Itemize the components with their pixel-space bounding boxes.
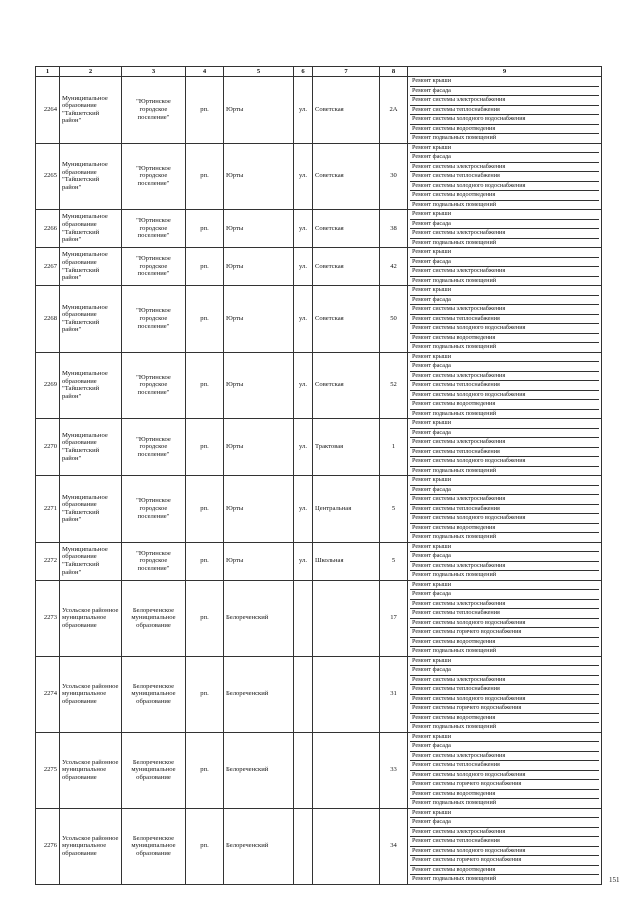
work-item: Ремонт системы холодного водоснабжения (410, 619, 599, 629)
street-cell: Советская (313, 286, 380, 353)
column-header: 8 (380, 67, 408, 77)
work-item: Ремонт системы холодного водоснабжения (410, 115, 599, 125)
work-item: Ремонт крыши (410, 733, 599, 743)
street-cell: Трактовая (313, 419, 380, 476)
work-item: Ремонт фасада (410, 258, 599, 268)
table-row (36, 656, 602, 732)
work-item: Ремонт системы горячего водоснабжения (410, 856, 599, 866)
page-number: 151 (609, 876, 620, 884)
district-cell: Муниципальное образование "Тайшетский район" (60, 248, 122, 286)
column-header: 5 (224, 67, 294, 77)
work-item: Ремонт фасада (410, 153, 599, 163)
work-item: Ремонт крыши (410, 353, 599, 363)
work-item: Ремонт крыши (410, 144, 599, 154)
settlement-cell: "Юртинское городское поселение" (122, 286, 186, 353)
work-item: Ремонт системы электроснабжения (410, 438, 599, 448)
work-item: Ремонт подвальных помещений (412, 466, 497, 474)
work-item: Ремонт системы водоотведения (410, 638, 599, 648)
table-row (36, 248, 602, 286)
work-item: Ремонт подвальных помещений (412, 276, 497, 284)
work-item: Ремонт системы теплоснабжения (410, 505, 599, 515)
row-number: 2271 (36, 476, 60, 543)
works-cell (408, 656, 602, 732)
street-type-cell: ул. (294, 248, 313, 286)
work-item: Ремонт системы электроснабжения (410, 495, 599, 505)
column-header: 7 (313, 67, 380, 77)
works-cell (408, 352, 602, 419)
work-item: Ремонт системы горячего водоснабжения (410, 780, 599, 790)
street-type-cell: ул. (294, 286, 313, 353)
work-item: Ремонт подвальных помещений (412, 343, 497, 350)
works-cell (408, 286, 602, 353)
work-item: Ремонт системы холодного водоснабжения (410, 457, 599, 467)
street-cell: Школьная (313, 542, 380, 580)
work-item: Ремонт крыши (410, 77, 599, 87)
work-item: Ремонт подвальных помещений (412, 799, 497, 806)
table-row (36, 77, 602, 144)
locality-cell: Юрты (224, 476, 294, 543)
work-item: Ремонт системы водоотведения (410, 400, 599, 410)
row-number: 2275 (36, 732, 60, 808)
works-cell (408, 808, 602, 884)
work-item: Ремонт фасада (410, 666, 599, 676)
work-item: Ремонт крыши (410, 543, 599, 553)
row-number: 2270 (36, 419, 60, 476)
row-number: 2272 (36, 542, 60, 580)
district-cell: Муниципальное образование "Тайшетский район" (60, 143, 122, 210)
house-number-cell: 33 (380, 732, 408, 808)
street-cell (313, 656, 380, 732)
column-header: 2 (60, 67, 122, 77)
district-cell: Усольское районное муниципальное образование (60, 808, 122, 884)
row-number: 2264 (36, 77, 60, 144)
locality-type-cell: рп. (186, 248, 224, 286)
row-number: 2265 (36, 143, 60, 210)
locality-type-cell: рп. (186, 77, 224, 144)
district-cell: Муниципальное образование "Тайшетский район" (60, 476, 122, 543)
street-type-cell (294, 732, 313, 808)
locality-type-cell: рп. (186, 419, 224, 476)
locality-cell: Белореченский (224, 656, 294, 732)
work-item: Ремонт системы теплоснабжения (410, 837, 599, 847)
work-item: Ремонт крыши (410, 286, 599, 296)
house-number-cell: 17 (380, 580, 408, 656)
street-cell: Советская (313, 77, 380, 144)
table-row (36, 286, 602, 353)
table-row (36, 143, 602, 210)
table-row (36, 542, 602, 580)
work-item: Ремонт крыши (410, 210, 599, 220)
street-type-cell: ул. (294, 476, 313, 543)
street-type-cell (294, 580, 313, 656)
house-number-cell: 1 (380, 419, 408, 476)
work-item: Ремонт крыши (410, 476, 599, 486)
table-row (36, 808, 602, 884)
work-item: Ремонт системы электроснабжения (410, 676, 599, 686)
settlement-cell: "Юртинское городское поселение" (122, 77, 186, 144)
column-header: 4 (186, 67, 224, 77)
locality-cell: Белореченский (224, 732, 294, 808)
street-cell: Центральная (313, 476, 380, 543)
works-cell (408, 143, 602, 210)
row-number: 2267 (36, 248, 60, 286)
street-type-cell: ул. (294, 542, 313, 580)
street-type-cell: ул. (294, 352, 313, 419)
work-item: Ремонт системы холодного водоснабжения (410, 324, 599, 334)
work-item: Ремонт системы теплоснабжения (410, 106, 599, 116)
works-cell (408, 732, 602, 808)
table-row (36, 732, 602, 808)
locality-type-cell: рп. (186, 286, 224, 353)
work-item: Ремонт системы электроснабжения (410, 96, 599, 106)
work-item: Ремонт системы электроснабжения (410, 600, 599, 610)
locality-cell: Юрты (224, 352, 294, 419)
street-cell (313, 580, 380, 656)
locality-cell: Юрты (224, 286, 294, 353)
work-item: Ремонт системы водоотведения (410, 191, 599, 201)
locality-type-cell: рп. (186, 476, 224, 543)
house-number-cell: 42 (380, 248, 408, 286)
work-item: Ремонт подвальных помещений (412, 647, 497, 654)
work-item: Ремонт системы электроснабжения (410, 163, 599, 173)
street-cell: Советская (313, 143, 380, 210)
work-item: Ремонт подвальных помещений (412, 200, 497, 208)
register-table (35, 66, 602, 885)
work-item: Ремонт подвальных помещений (412, 533, 497, 540)
work-item: Ремонт крыши (410, 248, 599, 258)
house-number-cell: 30 (380, 143, 408, 210)
work-item: Ремонт фасада (410, 552, 599, 562)
work-item: Ремонт системы теплоснабжения (410, 381, 599, 391)
locality-cell: Юрты (224, 419, 294, 476)
work-item: Ремонт системы горячего водоснабжения (410, 628, 599, 638)
table-row (36, 210, 602, 248)
work-item: Ремонт системы теплоснабжения (410, 609, 599, 619)
work-item: Ремонт системы теплоснабжения (410, 315, 599, 325)
work-item: Ремонт подвальных помещений (412, 723, 497, 730)
street-type-cell: ул. (294, 77, 313, 144)
house-number-cell: 5 (380, 476, 408, 543)
house-number-cell: 38 (380, 210, 408, 248)
work-item: Ремонт системы холодного водоснабжения (410, 182, 599, 192)
row-number: 2273 (36, 580, 60, 656)
district-cell: Муниципальное образование "Тайшетский район" (60, 77, 122, 144)
district-cell: Усольское районное муниципальное образование (60, 580, 122, 656)
locality-type-cell: рп. (186, 143, 224, 210)
work-item: Ремонт системы электроснабжения (410, 267, 599, 277)
settlement-cell: Белореченское муниципальное образование (122, 580, 186, 656)
house-number-cell: 5 (380, 542, 408, 580)
work-item: Ремонт системы водоотведения (410, 714, 599, 724)
street-cell: Советская (313, 210, 380, 248)
row-number: 2266 (36, 210, 60, 248)
locality-cell: Белореченский (224, 580, 294, 656)
work-item: Ремонт системы теплоснабжения (410, 761, 599, 771)
settlement-cell: Белореченское муниципальное образование (122, 656, 186, 732)
work-item: Ремонт подвальных помещений (412, 134, 497, 141)
table-row (36, 352, 602, 419)
works-cell (408, 248, 602, 286)
works-cell (408, 210, 602, 248)
column-header: 6 (294, 67, 313, 77)
district-cell: Усольское районное муниципальное образование (60, 656, 122, 732)
column-header: 9 (408, 67, 602, 77)
house-number-cell: 50 (380, 286, 408, 353)
work-item: Ремонт системы холодного водоснабжения (410, 695, 599, 705)
district-cell: Муниципальное образование "Тайшетский район" (60, 419, 122, 476)
street-cell (313, 808, 380, 884)
work-item: Ремонт системы водоотведения (410, 866, 599, 876)
locality-cell: Юрты (224, 542, 294, 580)
row-number: 2276 (36, 808, 60, 884)
works-cell (408, 77, 602, 144)
work-item: Ремонт системы водоотведения (410, 790, 599, 800)
works-cell (408, 542, 602, 580)
work-item: Ремонт системы холодного водоснабжения (410, 771, 599, 781)
settlement-cell: "Юртинское городское поселение" (122, 143, 186, 210)
locality-type-cell: рп. (186, 542, 224, 580)
house-number-cell: 2А (380, 77, 408, 144)
district-cell: Муниципальное образование "Тайшетский район" (60, 352, 122, 419)
settlement-cell: Белореченское муниципальное образование (122, 808, 186, 884)
work-item: Ремонт фасада (410, 818, 599, 828)
locality-cell: Белореченский (224, 808, 294, 884)
work-item: Ремонт крыши (410, 581, 599, 591)
street-type-cell (294, 808, 313, 884)
work-item: Ремонт фасада (410, 296, 599, 306)
work-item: Ремонт подвальных помещений (412, 409, 497, 417)
work-item: Ремонт системы электроснабжения (410, 372, 599, 382)
works-cell (408, 580, 602, 656)
house-number-cell: 31 (380, 656, 408, 732)
street-type-cell (294, 656, 313, 732)
settlement-cell: "Юртинское городское поселение" (122, 352, 186, 419)
work-item: Ремонт системы холодного водоснабжения (410, 391, 599, 401)
work-item: Ремонт системы водоотведения (410, 524, 599, 534)
row-number: 2274 (36, 656, 60, 732)
work-item: Ремонт фасада (410, 486, 599, 496)
work-item: Ремонт подвальных помещений (412, 571, 497, 578)
work-item: Ремонт фасада (410, 429, 599, 439)
work-item: Ремонт подвальных помещений (412, 875, 497, 882)
street-cell: Советская (313, 352, 380, 419)
street-cell (313, 732, 380, 808)
works-cell (408, 476, 602, 543)
work-item: Ремонт системы теплоснабжения (410, 172, 599, 182)
work-item: Ремонт крыши (410, 657, 599, 667)
work-item: Ремонт крыши (410, 809, 599, 819)
settlement-cell: "Юртинское городское поселение" (122, 248, 186, 286)
locality-type-cell: рп. (186, 210, 224, 248)
house-number-cell: 52 (380, 352, 408, 419)
district-cell: Муниципальное образование "Тайшетский район" (60, 210, 122, 248)
locality-type-cell: рп. (186, 656, 224, 732)
work-item: Ремонт системы электроснабжения (410, 828, 599, 838)
work-item: Ремонт системы холодного водоснабжения (410, 514, 599, 524)
works-cell (408, 419, 602, 476)
work-item: Ремонт подвальных помещений (412, 238, 497, 246)
locality-cell: Юрты (224, 210, 294, 248)
work-item: Ремонт системы теплоснабжения (410, 448, 599, 458)
row-number: 2269 (36, 352, 60, 419)
district-cell: Усольское районное муниципальное образование (60, 732, 122, 808)
locality-type-cell: рп. (186, 808, 224, 884)
work-item: Ремонт системы электроснабжения (410, 229, 599, 239)
locality-type-cell: рп. (186, 732, 224, 808)
table-row (36, 476, 602, 543)
street-type-cell: ул. (294, 143, 313, 210)
work-item: Ремонт фасада (410, 362, 599, 372)
locality-type-cell: рп. (186, 580, 224, 656)
table-row (36, 580, 602, 656)
settlement-cell: "Юртинское городское поселение" (122, 542, 186, 580)
work-item: Ремонт системы водоотведения (410, 125, 599, 135)
table-row (36, 419, 602, 476)
house-number-cell: 34 (380, 808, 408, 884)
header-row (36, 67, 602, 77)
column-header: 1 (36, 67, 60, 77)
column-header: 3 (122, 67, 186, 77)
work-item: Ремонт системы теплоснабжения (410, 685, 599, 695)
street-type-cell: ул. (294, 210, 313, 248)
work-item: Ремонт фасада (410, 87, 599, 97)
street-type-cell: ул. (294, 419, 313, 476)
work-item: Ремонт системы электроснабжения (410, 562, 599, 572)
work-item: Ремонт системы электроснабжения (410, 752, 599, 762)
locality-cell: Юрты (224, 143, 294, 210)
settlement-cell: "Юртинское городское поселение" (122, 210, 186, 248)
district-cell: Муниципальное образование "Тайшетский район" (60, 542, 122, 580)
row-number: 2268 (36, 286, 60, 353)
locality-cell: Юрты (224, 248, 294, 286)
settlement-cell: Белореченское муниципальное образование (122, 732, 186, 808)
work-item: Ремонт фасада (410, 220, 599, 230)
work-item: Ремонт системы электроснабжения (410, 305, 599, 315)
work-item: Ремонт системы горячего водоснабжения (410, 704, 599, 714)
settlement-cell: "Юртинское городское поселение" (122, 419, 186, 476)
work-item: Ремонт фасада (410, 590, 599, 600)
settlement-cell: "Юртинское городское поселение" (122, 476, 186, 543)
locality-cell: Юрты (224, 77, 294, 144)
work-item: Ремонт фасада (410, 742, 599, 752)
work-item: Ремонт крыши (410, 419, 599, 429)
work-item: Ремонт системы холодного водоснабжения (410, 847, 599, 857)
locality-type-cell: рп. (186, 352, 224, 419)
district-cell: Муниципальное образование "Тайшетский район" (60, 286, 122, 353)
work-item: Ремонт системы водоотведения (410, 334, 599, 344)
street-cell: Советская (313, 248, 380, 286)
